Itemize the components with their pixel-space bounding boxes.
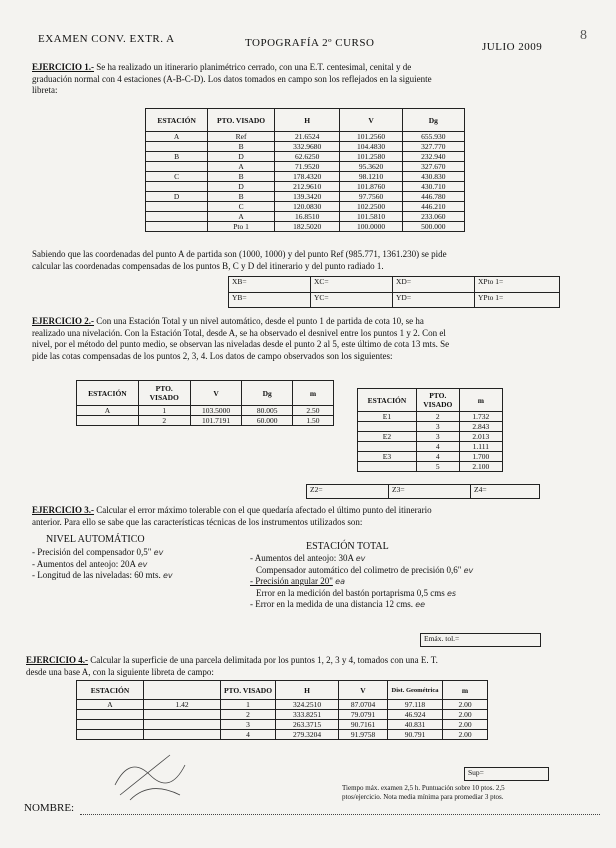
- col-header: m: [443, 681, 488, 700]
- cell: [77, 720, 144, 730]
- answer-xpto1: XPto 1=: [478, 277, 504, 286]
- cell: 101.5810: [340, 212, 402, 222]
- ex3-text-2: anterior. Para ello se sabe que las características técnicas de los instrumentos utilizados son:: [32, 516, 363, 527]
- ex4-text-1: Calcular la superficie de una parcela delimitada por los puntos 1, 2, 3 y 4, tomados con una E. T.: [90, 655, 438, 665]
- col-header: Dg: [402, 109, 464, 132]
- cell: 2: [416, 412, 459, 422]
- table-row: [146, 202, 465, 212]
- ex1-answer-box: [228, 276, 560, 308]
- ex1-label: EJERCICIO 1.-: [32, 62, 95, 72]
- col-header: PTO. VISADO: [416, 389, 459, 412]
- table-row: [146, 172, 465, 182]
- cell: 3: [221, 720, 276, 730]
- cell: 97.7560: [340, 192, 402, 202]
- cell: 333.8251: [276, 710, 339, 720]
- cell: C: [208, 202, 275, 212]
- answer-z4: Z4=: [474, 485, 487, 494]
- ex2-text-4: pide las cotas compensadas de los puntos 2, 3, 4. Los datos de campo observados son los siguientes:: [32, 350, 393, 361]
- cell: D: [146, 192, 208, 202]
- cell: 1.111: [459, 442, 502, 452]
- cell: C: [146, 172, 208, 182]
- cell: A: [208, 162, 275, 172]
- cell: 97.118: [388, 700, 443, 710]
- cell: [146, 222, 208, 232]
- table-row: [358, 412, 503, 422]
- cell: 103.5000: [190, 406, 242, 416]
- table-row: [77, 710, 488, 720]
- ex2-answer-box: [306, 484, 540, 499]
- cell: 40.831: [388, 720, 443, 730]
- ex1-after-2: calcular las coordenadas compensadas de los puntos B, C y D del itinerario y del punto radiado 1.: [32, 260, 384, 271]
- col-header: [144, 681, 221, 700]
- spec-item: - Aumentos del anteojo: 20A ev: [32, 558, 148, 569]
- ex2-label: EJERCICIO 2.-: [32, 316, 95, 326]
- cell: 139.3420: [274, 192, 340, 202]
- answer-ypto1: YPto 1=: [478, 293, 504, 302]
- col-header: V: [340, 109, 402, 132]
- col-header: H: [274, 109, 340, 132]
- cell: 101.2560: [340, 132, 402, 142]
- ex1-text-3: libreta:: [32, 85, 58, 95]
- answer-xc: XC=: [311, 277, 393, 292]
- ex2-text-1: Con una Estación Total y un nivel automático, desde el punto 1 de partida de cota 10, se ha: [96, 316, 424, 326]
- cell: E1: [358, 412, 417, 422]
- ex4-text-2: desde una base A, con la siguiente libreta de campo:: [26, 666, 214, 677]
- cell: 500.000: [402, 222, 464, 232]
- ex1-statement: [32, 62, 592, 97]
- ex4-label: EJERCICIO 4.-: [26, 655, 89, 665]
- exam-date: JULIO 2009: [482, 41, 543, 53]
- cell: [77, 416, 139, 426]
- table-header-row: [77, 681, 488, 700]
- level-specs: [32, 547, 222, 582]
- col-header: V: [190, 381, 242, 406]
- handwritten-mark: ev: [137, 559, 148, 569]
- col-header: V: [339, 681, 388, 700]
- spec-item: - Longitud de las niveladas: 60 mts. ev: [32, 570, 173, 580]
- ex1-text-1: Se ha realizado un itinerario planimétrico cerrado, con una E.T. centesimal, cenital y de: [96, 62, 412, 72]
- col-header: ESTACIÓN: [146, 109, 208, 132]
- ex3-text-1: Calcular el error máximo tolerable con el que quedaría afectado el último punto del itinerario: [96, 505, 432, 515]
- answer-xb: XB=: [229, 277, 311, 292]
- cell: 101.8760: [340, 182, 402, 192]
- cell: 1: [138, 406, 190, 416]
- cell: 324.2510: [276, 700, 339, 710]
- spec-item: - Precisión angular 20" ea: [250, 576, 345, 586]
- ex2-level-table: [357, 388, 503, 472]
- table-row: [146, 142, 465, 152]
- cell: 232.940: [402, 152, 464, 162]
- cell: [146, 162, 208, 172]
- cell: 2: [221, 710, 276, 720]
- cell: 5: [416, 462, 459, 472]
- cell: [146, 202, 208, 212]
- cell: A: [77, 700, 144, 710]
- table-row: [146, 212, 465, 222]
- ex2-text-2: realizado una nivelación. Con la Estación Total, desde A, se ha observado el desnivel entre los puntos 1 y 2. Con el: [32, 327, 446, 338]
- cell: 2.843: [459, 422, 502, 432]
- cell: B: [146, 152, 208, 162]
- cell: 21.6524: [274, 132, 340, 142]
- cell: 2.50: [292, 406, 333, 416]
- cell: 1.732: [459, 412, 502, 422]
- cell: 233.060: [402, 212, 464, 222]
- cell: 2.00: [443, 700, 488, 710]
- ex1-table: [145, 108, 465, 232]
- ex4-statement: [26, 655, 586, 678]
- cell: 279.3204: [276, 730, 339, 740]
- handwritten-mark: ea: [335, 577, 345, 586]
- table-row: [146, 222, 465, 232]
- ex2-total-station-table: [76, 380, 334, 426]
- table-row: [146, 152, 465, 162]
- spec-item: Error en la medición del bastón portaprisma 0,5 cms es: [256, 587, 457, 598]
- cell: 3: [416, 432, 459, 442]
- col-header: Dist. Geométrica: [388, 681, 443, 700]
- ex3-label: EJERCICIO 3.-: [32, 505, 95, 515]
- name-line: [80, 814, 600, 815]
- table-row: [146, 182, 465, 192]
- cell: 71.9520: [274, 162, 340, 172]
- cell: 95.3620: [340, 162, 402, 172]
- cell: 263.3715: [276, 720, 339, 730]
- table-row: [77, 700, 488, 710]
- table-row: [146, 132, 465, 142]
- cell: 1.50: [292, 416, 333, 426]
- cell: A: [77, 406, 139, 416]
- spec-item: - Aumentos del anteojo: 30A ev: [250, 553, 366, 563]
- cell: 2.00: [443, 730, 488, 740]
- cell: 2.00: [443, 720, 488, 730]
- ex1-text-2: graduación normal con 4 estaciones (A-B-C-D). Los datos tomados en campo son los reflejados en la siguiente: [32, 73, 432, 84]
- cell: 101.2580: [340, 152, 402, 162]
- col-header: PTO. VISADO: [138, 381, 190, 406]
- cell: [77, 730, 144, 740]
- cell: 2.00: [443, 710, 488, 720]
- cell: D: [208, 182, 275, 192]
- cell: Ref: [208, 132, 275, 142]
- cell: 102.2500: [340, 202, 402, 212]
- col-header: PTO. VISADO: [208, 109, 275, 132]
- cell: 327.770: [402, 142, 464, 152]
- spec-item: Compensador automático del colimetro de precisión 0,6" ev: [256, 564, 474, 575]
- total-station-title: ESTACIÓN TOTAL: [306, 541, 389, 552]
- table-header-row: [77, 381, 334, 406]
- handwritten-mark: ev: [153, 548, 164, 557]
- table-header-row: [146, 109, 465, 132]
- answer-yd: YD=: [393, 293, 475, 307]
- table-row: [77, 730, 488, 740]
- cell: 2.013: [459, 432, 502, 442]
- cell: [146, 142, 208, 152]
- col-header: Dg: [242, 381, 293, 406]
- cell: 79.0791: [339, 710, 388, 720]
- ex2-statement: [32, 316, 592, 362]
- cell: 4: [221, 730, 276, 740]
- spec-item: - Precisión del compensador 0,5" ev: [32, 547, 164, 557]
- cell: 212.9610: [274, 182, 340, 192]
- answer-xd: XD=: [393, 277, 475, 292]
- ex2-text-3: nivel, por el método del punto medio, se observan las niveladas desde el punto 2 al 5, este último de cota 13 mts. Se: [32, 339, 450, 349]
- table-row: [358, 442, 503, 452]
- cell: 332.9680: [274, 142, 340, 152]
- cell: 3: [416, 422, 459, 432]
- table-row: [358, 422, 503, 432]
- cell: B: [208, 172, 275, 182]
- cell: 446.780: [402, 192, 464, 202]
- handwritten-mark: es: [446, 588, 457, 598]
- table-row: [77, 416, 334, 426]
- cell: 1.42: [144, 700, 221, 710]
- table-row: [77, 406, 334, 416]
- page-number-mark: 8: [580, 28, 587, 43]
- table-row: [146, 192, 465, 202]
- cell: Pto 1: [208, 222, 275, 232]
- col-header: m: [459, 389, 502, 412]
- ex4-table: [76, 680, 488, 740]
- cell: B: [208, 192, 275, 202]
- ex1-after-1: Sabiendo que las coordenadas del punto A de partida son (1000, 1000) y del punto Ref (985.771, 1361.230) se pide: [32, 249, 447, 259]
- handwritten-mark: ev: [162, 571, 173, 580]
- spec-item: - Error en la medida de una distancia 12 cms. ee: [250, 599, 426, 609]
- answer-z2: Z2=: [307, 485, 389, 498]
- cell: [358, 422, 417, 432]
- cell: 98.1210: [340, 172, 402, 182]
- col-header: m: [292, 381, 333, 406]
- cell: 46.924: [388, 710, 443, 720]
- cell: [144, 730, 221, 740]
- cell: [146, 182, 208, 192]
- cell: A: [146, 132, 208, 142]
- cell: 178.4320: [274, 172, 340, 182]
- table-row: [358, 432, 503, 442]
- exam-title: EXAMEN CONV. EXTR. A: [38, 33, 175, 45]
- cell: 90.7161: [339, 720, 388, 730]
- cell: 1.700: [459, 452, 502, 462]
- cell: 4: [416, 442, 459, 452]
- cell: 62.6250: [274, 152, 340, 162]
- answer-yc: YC=: [311, 293, 393, 307]
- cell: 101.7191: [190, 416, 242, 426]
- table-row: [358, 462, 503, 472]
- table-row: [358, 452, 503, 462]
- total-station-specs: [250, 553, 600, 611]
- cell: 100.0000: [340, 222, 402, 232]
- hand-scribble-graphic: [110, 745, 190, 805]
- cell: 87.0704: [339, 700, 388, 710]
- ex3-answer-box: Emáx. tol.=: [420, 633, 541, 647]
- cell: 430.830: [402, 172, 464, 182]
- cell: 327.670: [402, 162, 464, 172]
- cell: A: [208, 212, 275, 222]
- cell: B: [208, 142, 275, 152]
- cell: 60.000: [242, 416, 293, 426]
- cell: 4: [416, 452, 459, 462]
- col-header: ESTACIÓN: [358, 389, 417, 412]
- handwritten-mark: ev: [355, 554, 366, 563]
- cell: 2.100: [459, 462, 502, 472]
- handwritten-mark: ee: [415, 600, 426, 609]
- cell: [144, 720, 221, 730]
- cell: 1: [221, 700, 276, 710]
- cell: [77, 710, 144, 720]
- cell: 430.710: [402, 182, 464, 192]
- cell: 446.210: [402, 202, 464, 212]
- ex1-question: [32, 249, 592, 272]
- answer-yb: YB=: [229, 293, 311, 307]
- cell: 90.791: [388, 730, 443, 740]
- answer-z3: Z3=: [389, 485, 471, 498]
- level-title: NIVEL AUTOMÁTICO: [46, 534, 145, 545]
- col-header: H: [276, 681, 339, 700]
- cell: [358, 462, 417, 472]
- cell: 104.4830: [340, 142, 402, 152]
- cell: [358, 442, 417, 452]
- cell: 16.8510: [274, 212, 340, 222]
- col-header: PTO. VISADO: [221, 681, 276, 700]
- table-row: [77, 720, 488, 730]
- cell: 91.9758: [339, 730, 388, 740]
- table-header-row: [358, 389, 503, 412]
- note-line-2: ptos/ejercicio. Nota media mínima para promediar 3 ptos.: [342, 793, 504, 801]
- cell: 182.5020: [274, 222, 340, 232]
- course-title: TOPOGRAFÍA 2º CURSO: [245, 37, 375, 49]
- cell: E3: [358, 452, 417, 462]
- cell: E2: [358, 432, 417, 442]
- cell: 80.005: [242, 406, 293, 416]
- cell: [146, 212, 208, 222]
- cell: 120.0830: [274, 202, 340, 212]
- cell: D: [208, 152, 275, 162]
- exam-notes: [342, 784, 602, 802]
- cell: [144, 710, 221, 720]
- name-label: NOMBRE:: [24, 802, 75, 814]
- handwritten-mark: ev: [463, 565, 474, 575]
- ex3-statement: [32, 505, 592, 528]
- cell: 2: [138, 416, 190, 426]
- note-line-1: Tiempo máx. examen 2,5 h. Puntuación sobre 10 ptos. 2,5: [342, 784, 505, 792]
- col-header: ESTACIÓN: [77, 381, 139, 406]
- cell: 655.930: [402, 132, 464, 142]
- col-header: ESTACIÓN: [77, 681, 144, 700]
- ex4-answer-box: Sup=: [464, 767, 549, 781]
- table-row: [146, 162, 465, 172]
